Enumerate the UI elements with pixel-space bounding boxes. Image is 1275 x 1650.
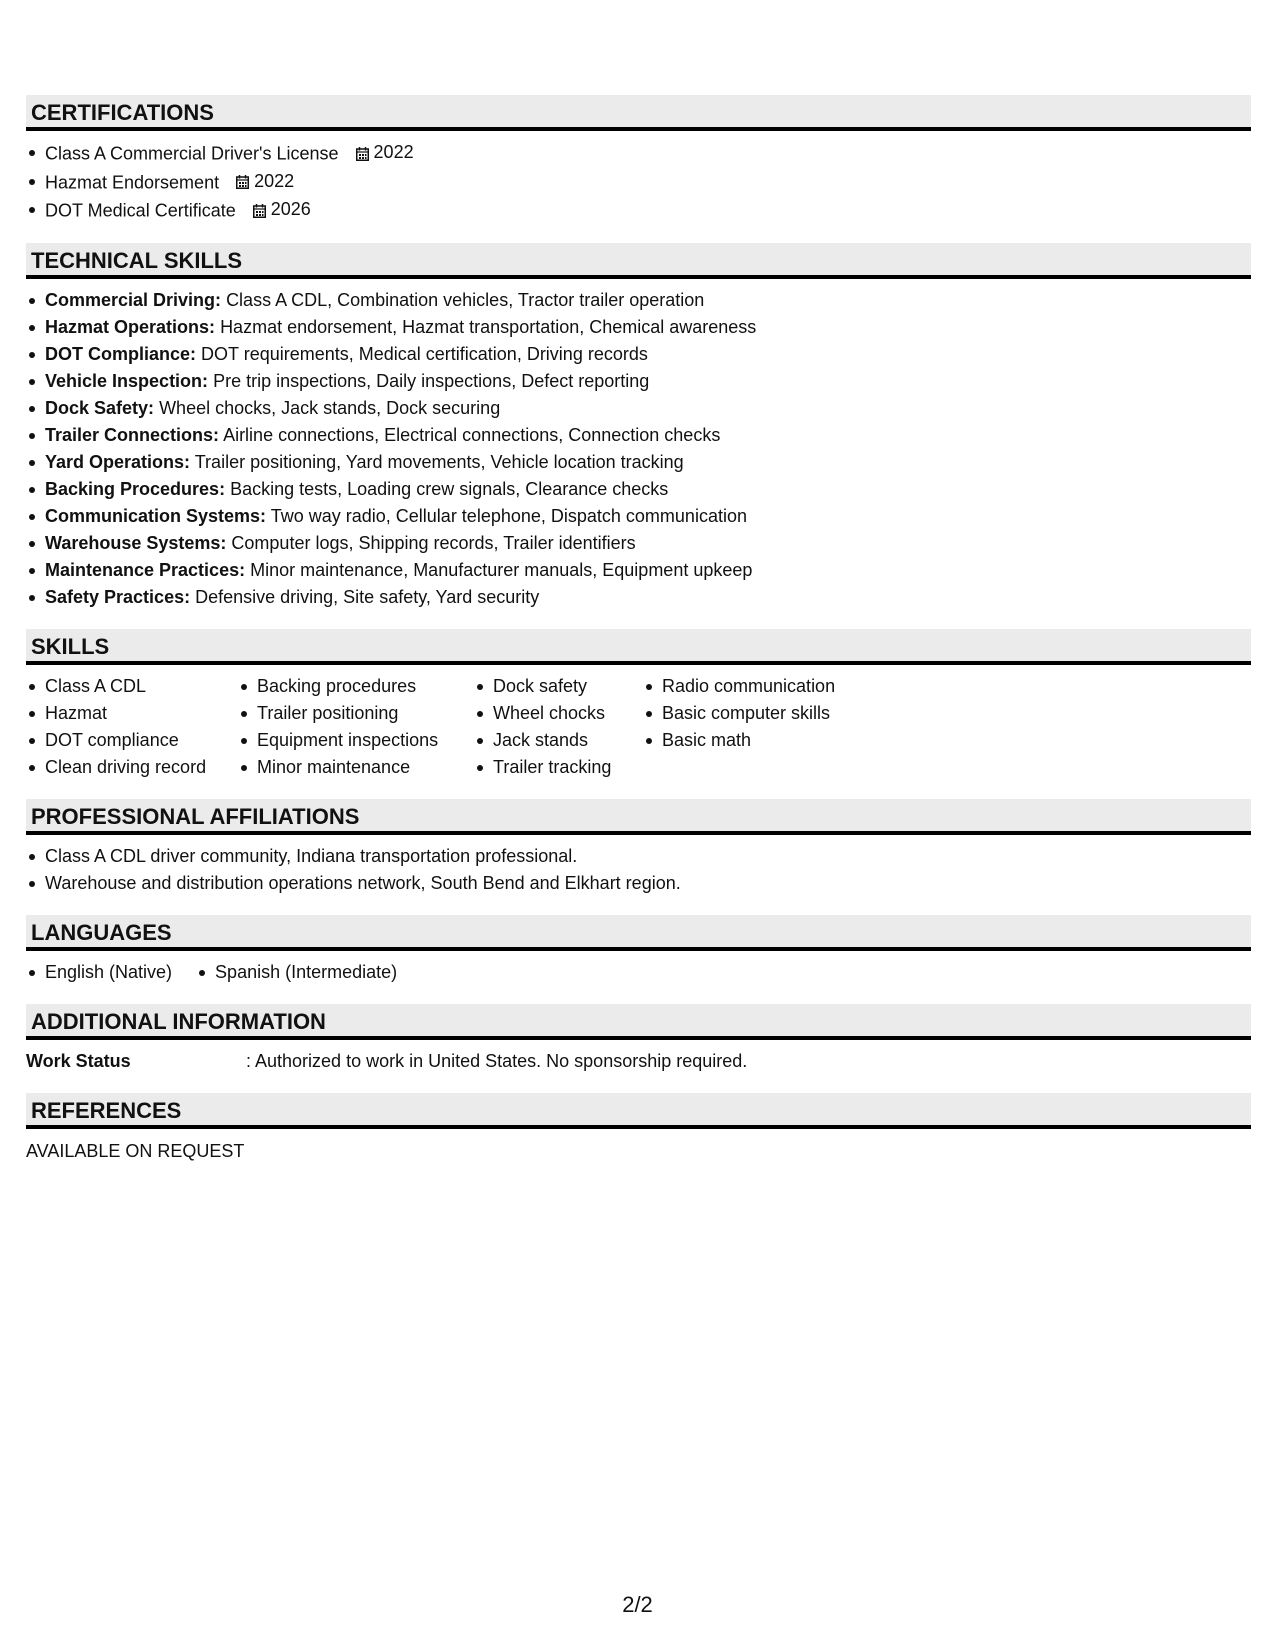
technical-skill-item xyxy=(26,287,1251,314)
affiliation-item: Warehouse and distribution operations network, South Bend and Elkhart region. xyxy=(26,870,1251,897)
skill-category: Commercial Driving: xyxy=(45,289,222,310)
skills-heading: SKILLS xyxy=(26,629,1251,665)
skills-column xyxy=(474,673,643,781)
calendar-icon xyxy=(236,175,249,189)
work-status-row xyxy=(26,1040,1251,1075)
skill-category: Maintenance Practices: xyxy=(45,559,246,580)
skill-details: DOT requirements, Medical certification, Driving records xyxy=(201,343,648,364)
skill-item: Radio communication xyxy=(643,673,903,700)
certification-name: Hazmat Endorsement xyxy=(45,172,220,192)
technical-skill-item xyxy=(26,422,1251,449)
languages-section xyxy=(26,915,1251,986)
skill-details: Class A CDL, Combination vehicles, Tractor trailer operation xyxy=(226,289,705,310)
technical-skill-item xyxy=(26,368,1251,395)
skill-category: Yard Operations: xyxy=(45,451,191,472)
skill-item: Wheel chocks xyxy=(474,700,643,727)
skill-item: Trailer positioning xyxy=(238,700,474,727)
skill-item: Basic math xyxy=(643,727,903,754)
references-text: AVAILABLE ON REQUEST xyxy=(26,1140,245,1161)
technical-skills-section xyxy=(26,243,1251,611)
skill-details: Pre trip inspections, Daily inspections, Defect reporting xyxy=(213,370,650,391)
languages-heading: LANGUAGES xyxy=(26,915,1251,951)
certification-item xyxy=(26,196,1251,225)
skills-column xyxy=(238,673,474,781)
skill-category: Warehouse Systems: xyxy=(45,532,227,553)
certifications-section xyxy=(26,95,1251,225)
skill-item: Clean driving record xyxy=(26,754,238,781)
references-heading: REFERENCES xyxy=(26,1093,1251,1129)
technical-skills-list xyxy=(26,279,1251,611)
technical-skill-item xyxy=(26,584,1251,611)
technical-skills-heading: TECHNICAL SKILLS xyxy=(26,243,1251,279)
additional-information-heading: ADDITIONAL INFORMATION xyxy=(26,1004,1251,1040)
technical-skill-item xyxy=(26,503,1251,530)
skill-details: Trailer positioning, Yard movements, Vehicle location tracking xyxy=(194,451,684,472)
technical-skill-item xyxy=(26,530,1251,557)
skill-category: Hazmat Operations: xyxy=(45,316,216,337)
technical-skill-item xyxy=(26,314,1251,341)
skill-item: Basic computer skills xyxy=(643,700,903,727)
skill-category: DOT Compliance: xyxy=(45,343,197,364)
skill-item: Minor maintenance xyxy=(238,754,474,781)
languages-list xyxy=(26,951,1251,986)
skill-details: Wheel chocks, Jack stands, Dock securing xyxy=(159,397,501,418)
skill-category: Safety Practices: xyxy=(45,586,191,607)
affiliations-heading: PROFESSIONAL AFFILIATIONS xyxy=(26,799,1251,835)
affiliations-section xyxy=(26,799,1251,897)
technical-skill-item xyxy=(26,395,1251,422)
skill-details: Backing tests, Loading crew signals, Clearance checks xyxy=(230,478,669,499)
calendar-icon xyxy=(253,204,266,218)
skill-category: Trailer Connections: xyxy=(45,424,220,445)
technical-skill-item xyxy=(26,341,1251,368)
affiliations-list xyxy=(26,835,1251,897)
skill-category: Communication Systems: xyxy=(45,505,267,526)
technical-skill-item xyxy=(26,449,1251,476)
certification-item xyxy=(26,139,1251,168)
skill-item: Hazmat xyxy=(26,700,238,727)
work-status-value: : Authorized to work in United States. No sponsorship required. xyxy=(246,1050,748,1071)
skills-section xyxy=(26,629,1251,781)
certification-name: DOT Medical Certificate xyxy=(45,200,236,221)
skill-details: Computer logs, Shipping records, Trailer identifiers xyxy=(231,532,636,553)
skill-item: Backing procedures xyxy=(238,673,474,700)
work-status-label: Work Status xyxy=(26,1050,131,1071)
technical-skill-item xyxy=(26,557,1251,584)
certification-year: 2026 xyxy=(270,199,311,219)
skill-item: Class A CDL xyxy=(26,673,238,700)
language-item: Spanish (Intermediate) xyxy=(196,959,397,986)
skills-column xyxy=(26,673,238,781)
certification-name: Class A Commercial Driver's License xyxy=(45,143,339,164)
skill-item: Jack stands xyxy=(474,727,643,754)
skill-category: Backing Procedures: xyxy=(45,478,226,499)
skill-details: Hazmat endorsement, Hazmat transportation, Chemical awareness xyxy=(220,316,757,337)
skill-details: Minor maintenance, Manufacturer manuals, Equipment upkeep xyxy=(250,559,753,580)
certification-year: 2022 xyxy=(254,170,295,191)
skills-columns xyxy=(26,665,1251,781)
affiliation-item: Class A CDL driver community, Indiana transportation professional. xyxy=(26,843,1251,870)
certification-item xyxy=(26,168,1251,197)
skill-item: DOT compliance xyxy=(26,727,238,754)
certifications-list xyxy=(26,131,1251,225)
language-item: English (Native) xyxy=(26,959,172,986)
skill-details: Airline connections, Electrical connections, Connection checks xyxy=(223,424,721,445)
calendar-icon xyxy=(356,147,369,161)
resume-page xyxy=(26,95,1251,1183)
certification-year: 2022 xyxy=(373,142,414,162)
technical-skill-item xyxy=(26,476,1251,503)
skills-column xyxy=(643,673,903,781)
skill-item: Dock safety xyxy=(474,673,643,700)
page-number: 2/2 xyxy=(622,1592,653,1617)
certifications-heading: CERTIFICATIONS xyxy=(26,95,1251,131)
skill-details: Defensive driving, Site safety, Yard security xyxy=(195,586,540,607)
skill-details: Two way radio, Cellular telephone, Dispatch communication xyxy=(270,505,747,526)
references-section xyxy=(26,1093,1251,1165)
skill-category: Vehicle Inspection: xyxy=(45,370,209,391)
skill-category: Dock Safety: xyxy=(45,397,155,418)
skill-item: Trailer tracking xyxy=(474,754,643,781)
skill-item: Equipment inspections xyxy=(238,727,474,754)
additional-information-section xyxy=(26,1004,1251,1075)
